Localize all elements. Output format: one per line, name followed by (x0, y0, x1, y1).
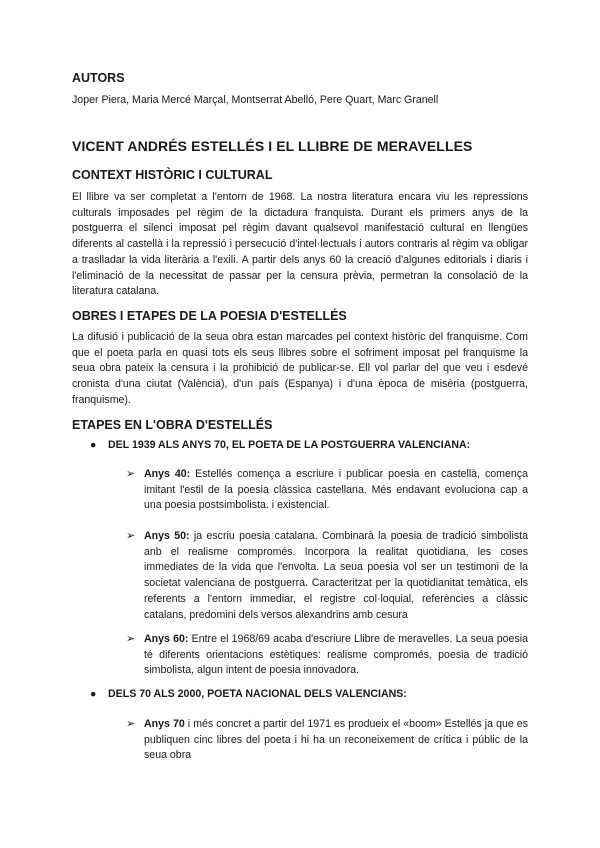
arrow-bullet-icon: ➢ (126, 468, 136, 480)
stage-item-lead: Anys 40: (144, 468, 191, 480)
context-heading: CONTEXT HISTÒRIC I CULTURAL (72, 168, 273, 182)
stage-item-text: ja escriu poesia catalana. Combinarà la poesia de tradició simbolista anb el realisme compromés. Incorpora la realitat quotidiana, les coses immediates de la vida que l'envolta. La seua poesia vol ser un testimoni de la societat valenciana de postguerra. Caracteritzat per la quotidianitat temàtica, els referents a l'entorn immediar, el registre col·loquial, referències a clàssic catalans, predomini dels versos alexandrins amb cesura (144, 530, 528, 621)
stage-item (126, 529, 528, 623)
stage-item-text: Entre el 1968/69 acaba d'escriure Llibre de meravelles. La seua poesia té diferents orientacions estètiques: realisme compromés, poesia de tradició simbolista, algun intent de poesia innovadora. (144, 633, 528, 677)
bullet-icon: ● (90, 439, 97, 451)
stage-group-label: DEL 1939 ALS ANYS 70, EL POETA DE LA POSTGUERRA VALENCIANA: (108, 439, 471, 451)
works-heading: OBRES I ETAPES DE LA POESIA D'ESTELLÉS (72, 309, 347, 323)
stage-item-lead: Anys 60: (144, 633, 189, 645)
stage-item-text: i més concret a partir del 1971 es produeix el «boom» Estellés ja que es publiquen cinc libres del poeta i hi ha un reconeixement de crítica i públic de la seua obra (144, 718, 528, 762)
stage-item (126, 632, 528, 679)
stage-item-lead: Anys 50: (144, 530, 190, 542)
arrow-bullet-icon: ➢ (126, 718, 136, 730)
document-title: VICENT ANDRÉS ESTELLÉS I EL LLIBRE DE MERAVELLES (72, 138, 473, 154)
authors-heading: AUTORS (72, 71, 125, 85)
authors-list: Joper Piera, Maria Mercé Marçal, Montserrat Abelló, Pere Quart, Marc Granell (72, 94, 439, 106)
bullet-icon: ● (90, 688, 97, 700)
stage-item (126, 467, 528, 514)
stages-heading: ETAPES EN L'OBRA D'ESTELLÉS (72, 418, 273, 432)
stage-group-1 (90, 439, 470, 451)
arrow-bullet-icon: ➢ (126, 530, 136, 542)
stage-group-2 (90, 688, 407, 700)
stage-group-label: DELS 70 ALS 2000, POETA NACIONAL DELS VALENCIANS: (108, 688, 407, 700)
stage-item (126, 717, 528, 764)
stage-item-text: Estellés comença a escriure i publicar poesia en castellà, comença imitant l'estil de la poesia clàssica castellana. Més endavant evoluciona cap a una poesia postsimbolista. i existencial. (144, 468, 528, 512)
stage-item-lead: Anys 70 (144, 718, 185, 730)
arrow-bullet-icon: ➢ (126, 633, 136, 645)
works-paragraph: La difusió i publicació de la seua obra estan marcades pel context històric del franquisme. Com que el poeta parla en quasi tots els seus llibres sobre el sofriment imposat pel franquisme la seua obra pateix la censura i la prohibició de publicar-se. Ell vol parlar del que veu i esdevé cronista d'una ciutat (València), d'un país (Espanya) i d'una època de misèria (postguerra, franquisme). (72, 331, 528, 406)
context-paragraph: El llibre va ser completat a l'entorn de 1968. La nostra literatura encara viu les repressions culturals imposades pel règim de la dictadura franquista. Durant els primers anys de la postguerra el silenci imposat pel règim davant qualsevol manifestació cultural en llengües diferents al castellà i la repressió i persecució d'intel·lectuals i autors contraris al règim va obligar a traslladar la vida literària a l'exili. A partir dels anys 60 la creació d'algunes editorials i diaris i l'eliminació de la necessitat de passar per la censura prèvia, permetran la consolació de la literatura catalana. (72, 191, 528, 298)
